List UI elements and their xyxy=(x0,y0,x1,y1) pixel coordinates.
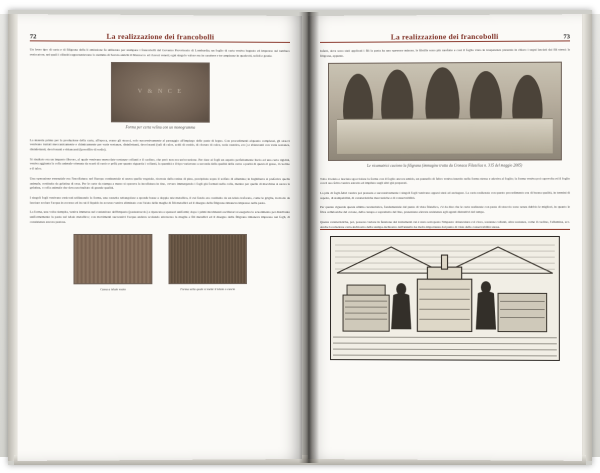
stamp-image xyxy=(111,62,210,123)
monogram-label: V & N C E xyxy=(137,89,184,96)
paragraph: La pila di fogli-feltri veniva poi pressata e successivamente i singoli fogli venivano appesi stesi ad asciugare. La carta realizzata con questo procedimento era di buona qualità, in termini di aspetto, di stampabilità, di caratteristiche meccaniche e di conservabilità. xyxy=(319,190,571,200)
embroiderers-photo-caption: Le ricamatrici cuciono la filigrana (immagine tratta da Cronaca Filatelica n. 315 del maggio 2005) xyxy=(367,163,523,169)
left-page-body xyxy=(30,47,290,291)
left-running-title: La realizzazione dei francobolli xyxy=(106,31,215,42)
paragraph: I singoli fogli venivano essiccati utilizzando la forma, una cassetta rettangolare a sponde basse a doppia rete metallica, il cui fondo era costituito da un telaio traforato, come le griglie, in modo da lasciare scolare l'acqua in eccesso ed in cui il liquido in eccesso veniva eliminato con l'aiuto delle maglie di fili metallici ed il disegno della filigrana rimaneva impresso nella pasta. xyxy=(29,195,291,205)
right-folio-number: 73 xyxy=(563,33,571,41)
right-page-header xyxy=(320,24,570,43)
paragraph: La forma, una volta riempita, veniva immersa nel contenitore dell'impasto (pastastraccio) e ripescata a spessori uniformi; dopo i primi movimenti oscillatori si eseguiva lo scuotimento per distribuire uniformemente la pasta sul telaio metallico; con movimenti successivi l'acqua andava scolando attraverso la maglia e fili metallici ed il disegno della filigrana rimaneva impresso nei fogli, di consistenza ancora pastosa. xyxy=(29,210,291,224)
bottom-figure-pair xyxy=(30,230,290,291)
forma-image xyxy=(169,234,247,284)
paragraph: Infatti, dove sono stati applicati i fili la pasta ha uno spessore minore, le fibrille sono più rarefatte e così il foglio visto in trasparenza presenta in chiaro i segni lasciati dai fili stessi: la filigrana, appunto. xyxy=(319,47,571,58)
cassa-image xyxy=(73,234,152,284)
papermill-engraving xyxy=(330,236,560,361)
stamp-image-caption: Forma per carta velina con un monogramma xyxy=(125,125,196,131)
right-page xyxy=(308,14,582,461)
paragraph: La materia prima per la produzione della carta, all'epoca, erano gli stracci, solo successivamente al passaggio all'impiego delle paste di legno. Con procedimenti alquanto complessi, gli stracci venivano trattati meccanicamente e chimicamente per varie sostanze, disinfettanti, decoloranti (sali di calce, acidi di ossido, di cloruro di calce, soda caustica, ecc.) e sbiancanti con varie sostanze, disinfettanti, decoloranti e sbiancanti (iposolfito di sodio). xyxy=(29,137,291,152)
paragraph: Per quanto riguarda questa ultima caratteristica, fondamentale dal punto di vista filatelico, c'è da dire che le carte realizzate con pasta di straccio sono senza dubbio le migliori, in quanto le fibre cellulosiche del cotone, della canapa e soprattutto del lino, presentano elevata resistenza agli agenti distruttivi del tempo. xyxy=(319,205,571,215)
left-page-header xyxy=(30,24,290,43)
right-running-title: La realizzazione dei francobolli xyxy=(390,31,499,42)
cassa-image-caption: Cassa a telaio vuoto xyxy=(100,287,126,292)
embroiderers-photo xyxy=(328,62,562,161)
photo-table xyxy=(337,119,553,155)
paragraph: Un lesso tipo di carta e di filigrana della li emissione fu utilizzato per stampare i francobolli del Governo Provvisorio di Lombardia; un foglio di carta veniva bagnato ed impresso sul tamburo essiccatore, nei quali i cilindri rappresentavano lo stemma di Savoia antichi il Marzocco ed i lavori veneti; ogni singolo valore era in carattere e tre ampiezze in quadrotti, solidi e grazie. xyxy=(29,47,291,58)
forma-image-caption: Forma sulla quale si mette il telaio o cascio xyxy=(180,287,236,292)
left-folio-number: 72 xyxy=(29,33,37,41)
paragraph: Tolto il telaio e lasciata sgocciolare la forma con il foglio ancora umido, un pannello di feltro veniva inserito nella forma stessa e aderiva al foglio; la forma veniva poi capovolta ed il foglio con il suo feltro veniva estratto ed impilato sugli altri già preparati. xyxy=(319,176,571,186)
paragraph: Una operazione essenziale era l'incollatura: nel Europa continentale si usava quella vegetale, ricavata dalla resina di pino, precipitata sopra il solfato di allumina; in Inghilterra si preferiva quella animale, costituita da gelatina di ossa. Per le carte da stampa a mano si operava la incollatura in tino, ovvero immergendo i fogli già formati nella colla, mentre per quelle di macchina si usava la gelatina, o colla animale che dava un risultato di grande qualità. xyxy=(29,176,291,190)
open-book xyxy=(8,10,592,465)
papermill-engraving-art xyxy=(331,237,559,360)
left-page xyxy=(18,14,302,461)
paragraph-highlighted: Queste caratteristiche, poi, possono variare in funzione dei trattamenti cui è stato sottoposto l'impasto: sbiancatura col cloro, sostanze collanti, altre sostanze, come il caolino, l'allumina, ecc. Anche la relazione carta-inchiostro della stampa-inchiostro dell'annullo ha molta importanza dal punto di vista della conservabilità stessa. xyxy=(319,219,571,229)
right-page-body xyxy=(320,47,570,361)
paragraph: Si risultato era un impasto fibroso, al quale venivano mescolate sostanze collanti e il caolino, che però non era un'eccezione. Per dare ai fogli un aspetto perfettamente liscio ed una certa rigidità, veniva aggiunta la colla animale ottenuta da scarti di cuoio e pelli; per quanto riguarda i collanti, la quantità e il tipo variavano a seconda della qualità della carta: a parità di questo il gesso, il caolino e il talco. xyxy=(29,157,291,171)
